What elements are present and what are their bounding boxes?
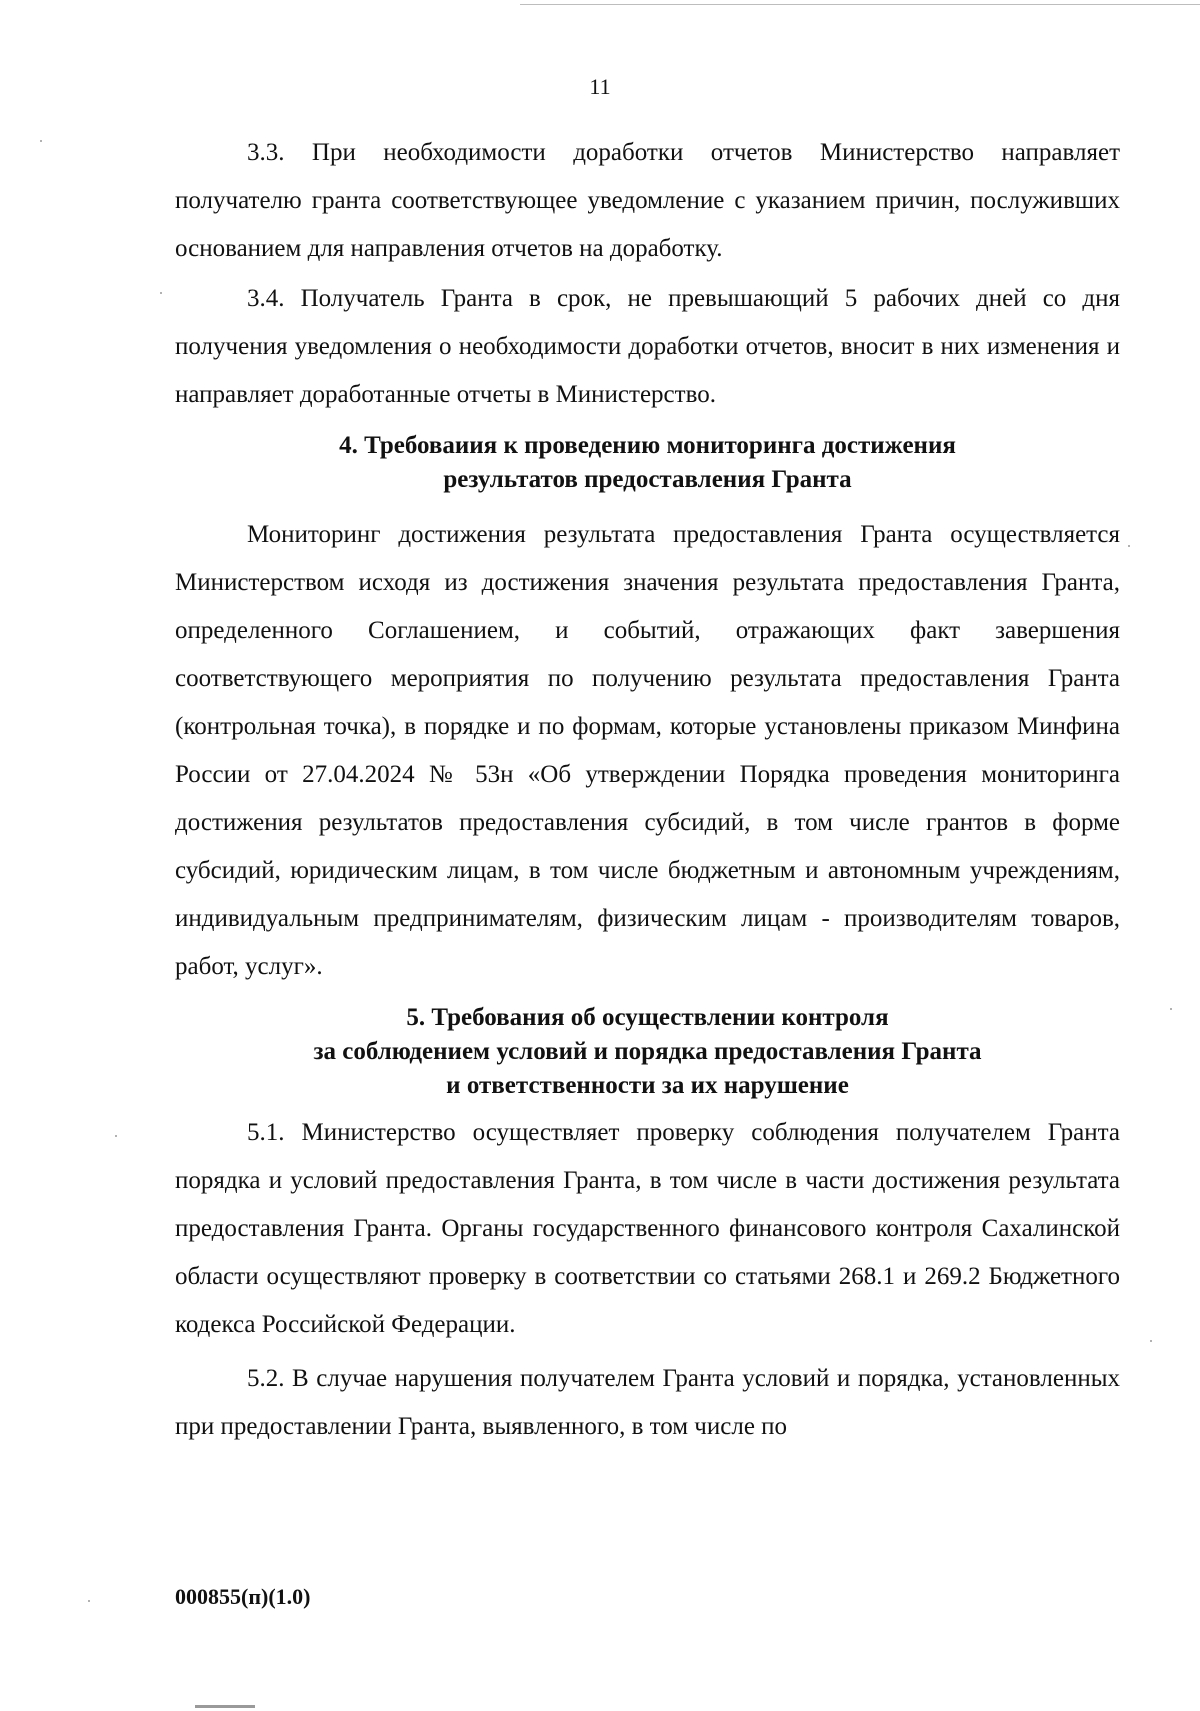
paragraph-5-1: 5.1. Министерство осуществляет проверку соблюдения получателем Гранта порядка и условий предоставления Гранта, в том числе в части достижения результата предоставления Гранта. Органы государственного финансового контроля Сахалинской области осуществляют проверку в соответствии со статьями 268.1 и 269.2 Бюджетного кодекса Российской Федерации. bbox=[175, 1119, 1120, 1338]
section-4-heading-line-2: результатов предоставления Гранта bbox=[443, 466, 852, 493]
section-4-heading-line-1: 4. Требоваиия к проведению мониторинга достижения bbox=[339, 432, 956, 459]
scan-bottom-mark bbox=[195, 1705, 255, 1708]
section-5-heading-line-1: 5. Требования об осуществлении контроля bbox=[406, 1004, 889, 1031]
paragraph-4-monitoring: Мониторинг достижения результата предоставления Гранта осуществляется Министерством исходя из достижения значения результата предоставления Гранта, определенного Соглашением, и событий, отражающих факт завершения соответствующего мероприятия по получению результата предоставления Гранта (контрольная точка), в порядке и по формам, которые установлены приказом Минфина России от 27.04.2024 № 53н «Об утверждении Порядка проведения мониторинга достижения результатов предоставления субсидий, в том числе грантов в форме субсидий, юридическим лицам, в том числе бюджетным и автономным учреждениям, индивидуальным предпринимателям, физическим лицам - производителям товаров, работ, услуг». bbox=[175, 521, 1120, 980]
paragraph-3-4: 3.4. Получатель Гранта в срок, не превышающий 5 рабочих дней со дня получения уведомления о необходимости доработки отчетов, вносит в них изменения и направляет доработанные отчеты в Министерство. bbox=[175, 285, 1120, 408]
scan-speck bbox=[40, 140, 42, 142]
page-number: 11 bbox=[589, 74, 611, 99]
section-5-heading-line-2: за соблюдением условий и порядка предоставления Гранта bbox=[313, 1038, 982, 1065]
scan-speck bbox=[115, 1135, 117, 1137]
document-body bbox=[175, 129, 1120, 1451]
scan-speck bbox=[160, 292, 162, 294]
paragraph-5-2: 5.2. В случае нарушения получателем Гранта условий и порядка, установленных при предоставлении Гранта, выявленного, в том числе по bbox=[175, 1365, 1120, 1440]
section-5-heading bbox=[175, 1001, 1120, 1103]
scan-speck bbox=[1170, 1008, 1172, 1010]
section-4-heading bbox=[175, 429, 1120, 497]
scan-top-edge-line bbox=[520, 4, 1200, 5]
scan-speck bbox=[1128, 545, 1130, 547]
scan-speck bbox=[1150, 1340, 1152, 1342]
section-5-heading-line-3: и ответственности за их нарушение bbox=[446, 1072, 849, 1099]
scan-speck bbox=[88, 1600, 90, 1602]
paragraph-3-3: 3.3. При необходимости доработки отчетов Министерство направляет получателю гранта соответствующее уведомление с указанием причин, послуживших основанием для направления отчетов на доработку. bbox=[175, 139, 1120, 262]
document-code: 000855(п)(1.0) bbox=[175, 1584, 311, 1609]
